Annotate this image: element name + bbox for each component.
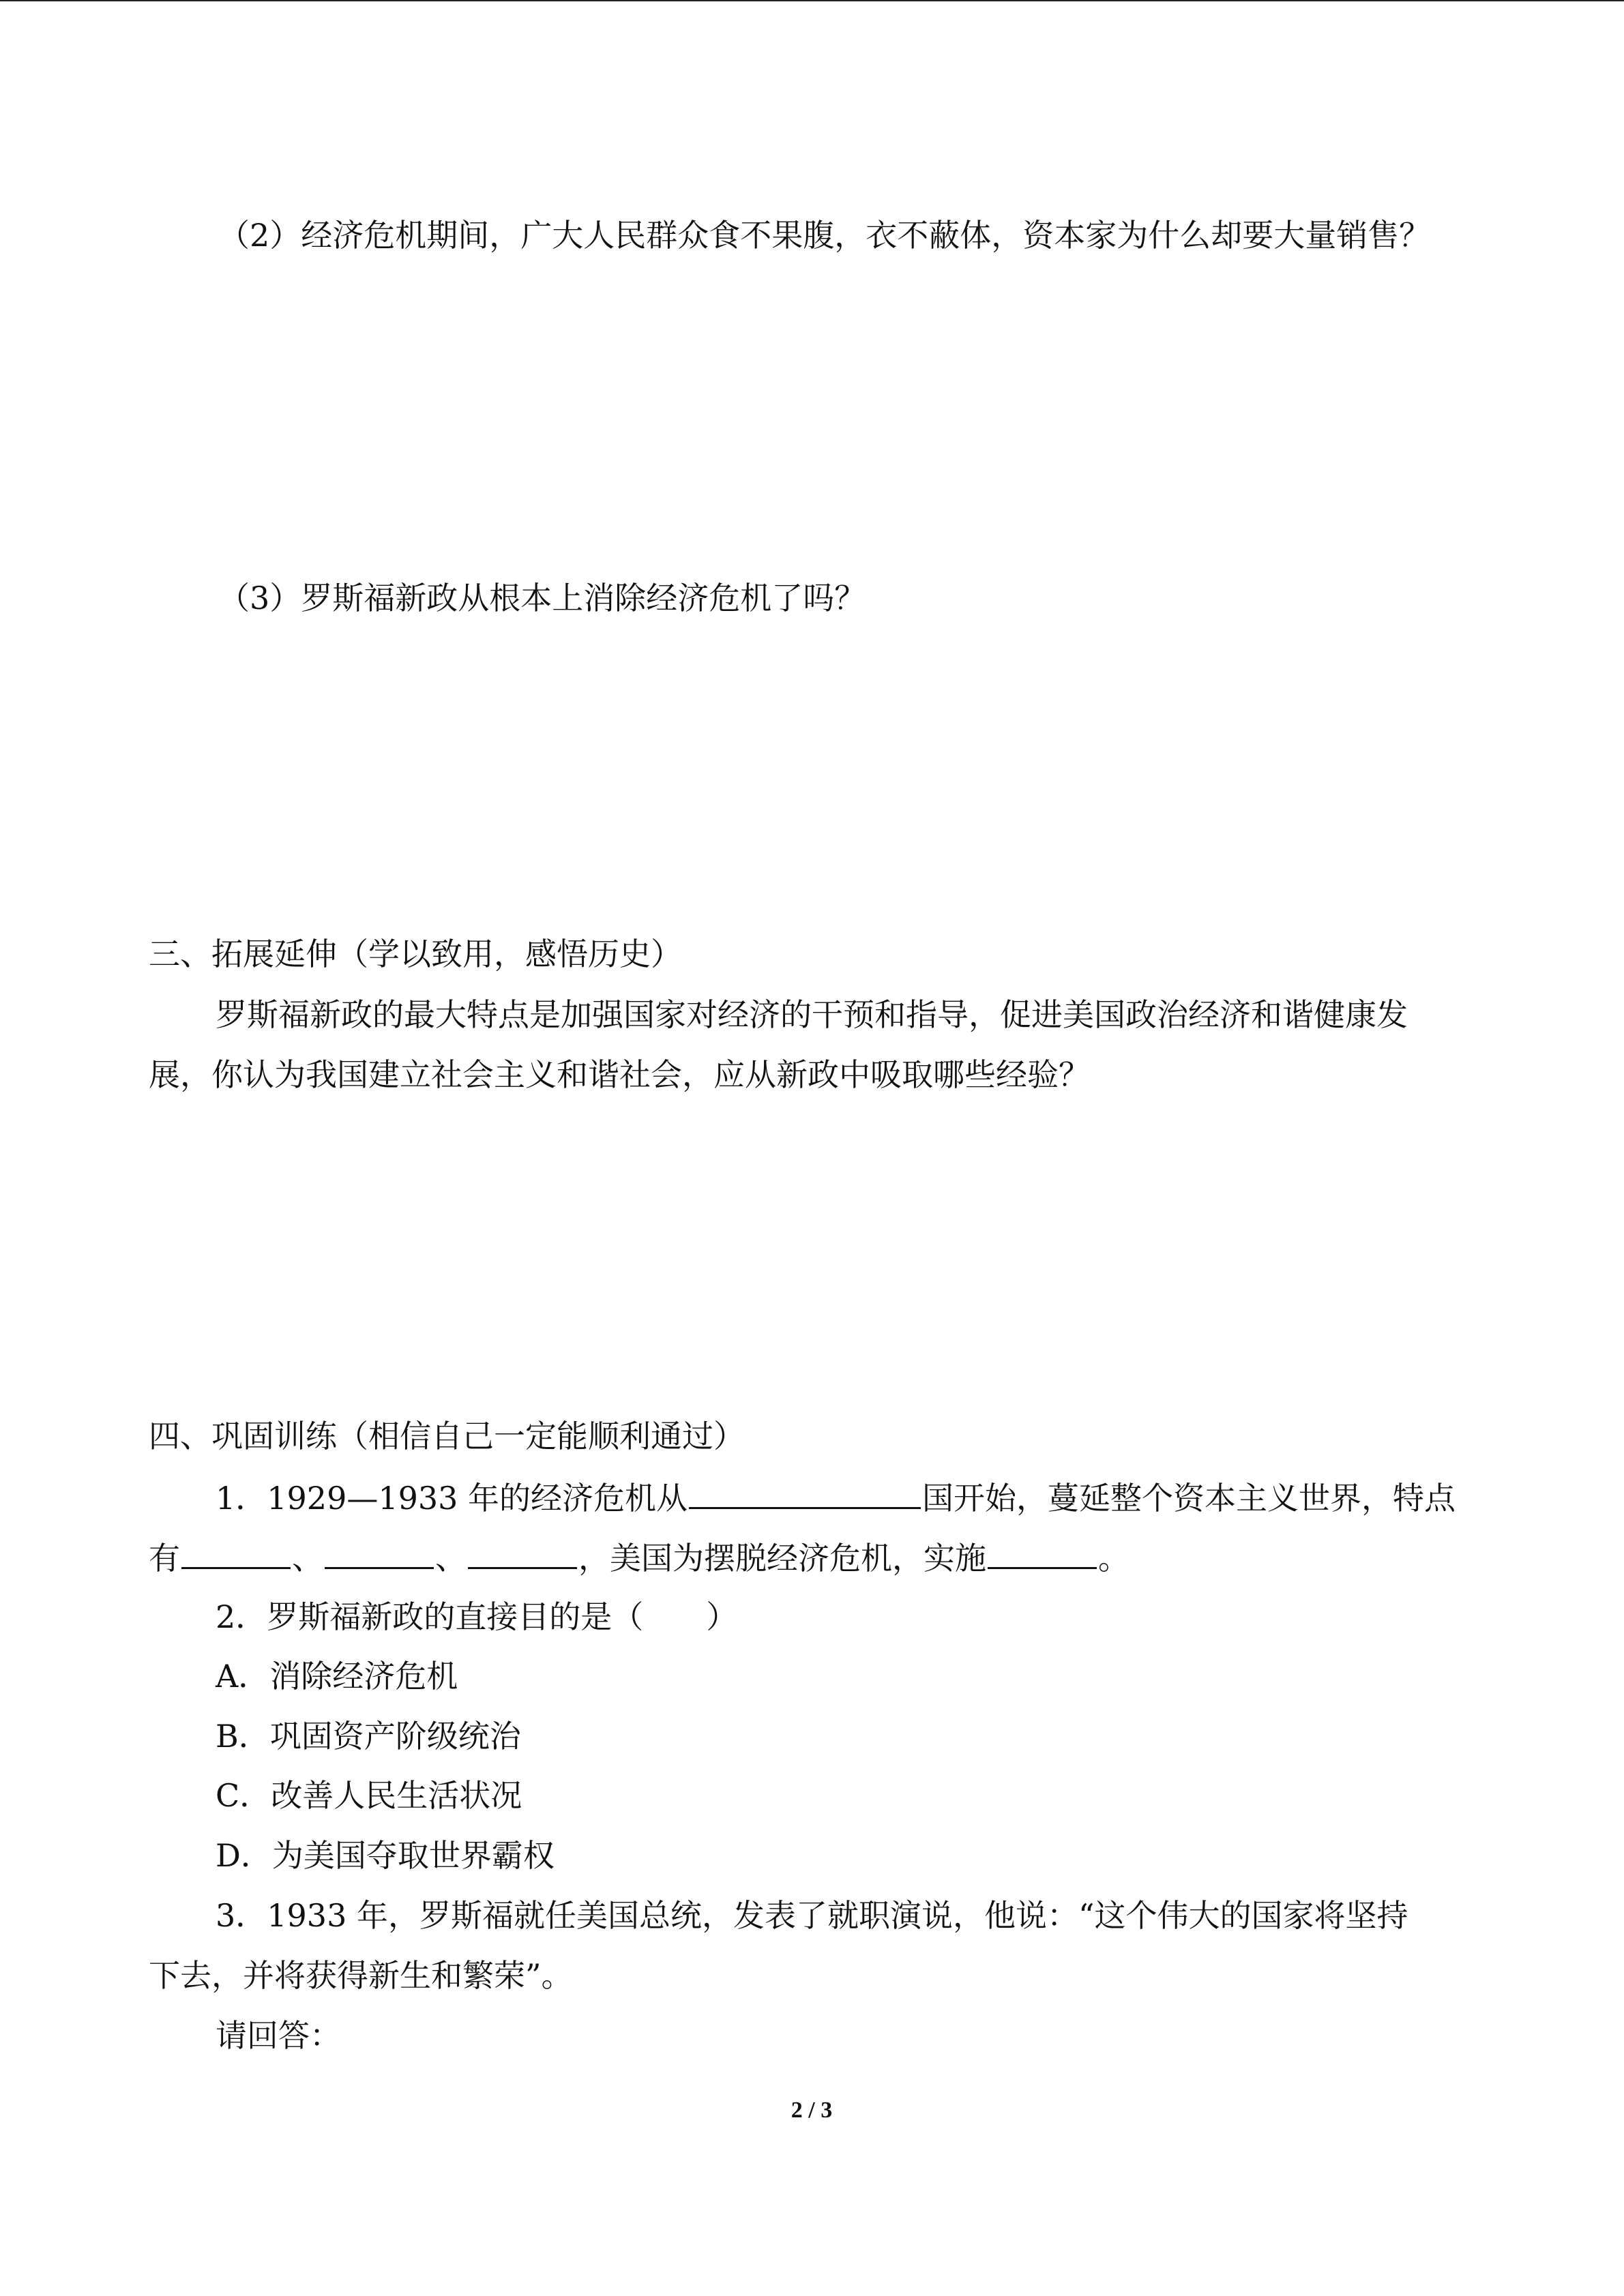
- fill-blank-feature-3[interactable]: [468, 1537, 577, 1569]
- section-3-text-line-1: 罗斯福新政的最大特点是加强国家对经济的干预和指导，促进美国政治经济和谐健康发: [216, 996, 1408, 1033]
- item-2-option-a: A．消除经济危机: [216, 1658, 458, 1695]
- page-number: 2 / 3: [791, 2098, 833, 2123]
- item-2-option-b: B．巩固资产阶级统治: [216, 1718, 521, 1755]
- item-1-text-e: 。: [1098, 1540, 1130, 1577]
- item-2-option-c: C．改善人民生活状况: [216, 1777, 522, 1814]
- item-1-text-a: 1．1929—1933 年的经济危机从: [216, 1480, 688, 1517]
- item-3-line-2: 下去，并将获得新生和繁荣”。: [149, 1957, 573, 1994]
- section-3-text-line-2: 展，你认为我国建立社会主义和谐社会，应从新政中吸取哪些经验？: [149, 1056, 1090, 1093]
- item-1-text-c: 有: [149, 1540, 180, 1577]
- fill-blank-country[interactable]: [689, 1477, 921, 1509]
- item-1-line-1: [216, 1477, 1456, 1518]
- fill-blank-feature-1[interactable]: [181, 1537, 291, 1569]
- item-3-prompt: 请回答：: [216, 2017, 341, 2054]
- question-3: （3）罗斯福新政从根本上消除经济危机了吗？: [218, 580, 866, 616]
- section-4-heading: 四、巩固训练（相信自己一定能顺利通过）: [149, 1418, 745, 1455]
- fill-blank-policy[interactable]: [988, 1537, 1097, 1569]
- item-2-option-d: D．为美国夺取世界霸权: [216, 1837, 555, 1874]
- item-1-text-b: 国开始，蔓延整个资本主义世界，特点: [922, 1480, 1456, 1517]
- item-2-stem: 2．罗斯福新政的直接目的是（ ）: [216, 1598, 738, 1635]
- item-1-sep-1: 、: [292, 1540, 323, 1577]
- item-3-line-1: 3．1933 年，罗斯福就任美国总统，发表了就职演说，他说：“这个伟大的国家将坚持: [216, 1897, 1408, 1934]
- question-2: （2）经济危机期间，广大人民群众食不果腹，衣不蔽体，资本家为什么却要大量销售？: [218, 217, 1431, 254]
- item-1-line-2: [149, 1537, 1130, 1578]
- item-1-sep-2: 、: [435, 1540, 467, 1577]
- section-3-heading: 三、拓展延伸（学以致用，感悟历史）: [149, 936, 682, 972]
- fill-blank-feature-2[interactable]: [325, 1537, 434, 1569]
- page-top-border: [0, 0, 1624, 1]
- item-1-text-d: ，美国为摆脱经济危机，实施: [578, 1540, 986, 1577]
